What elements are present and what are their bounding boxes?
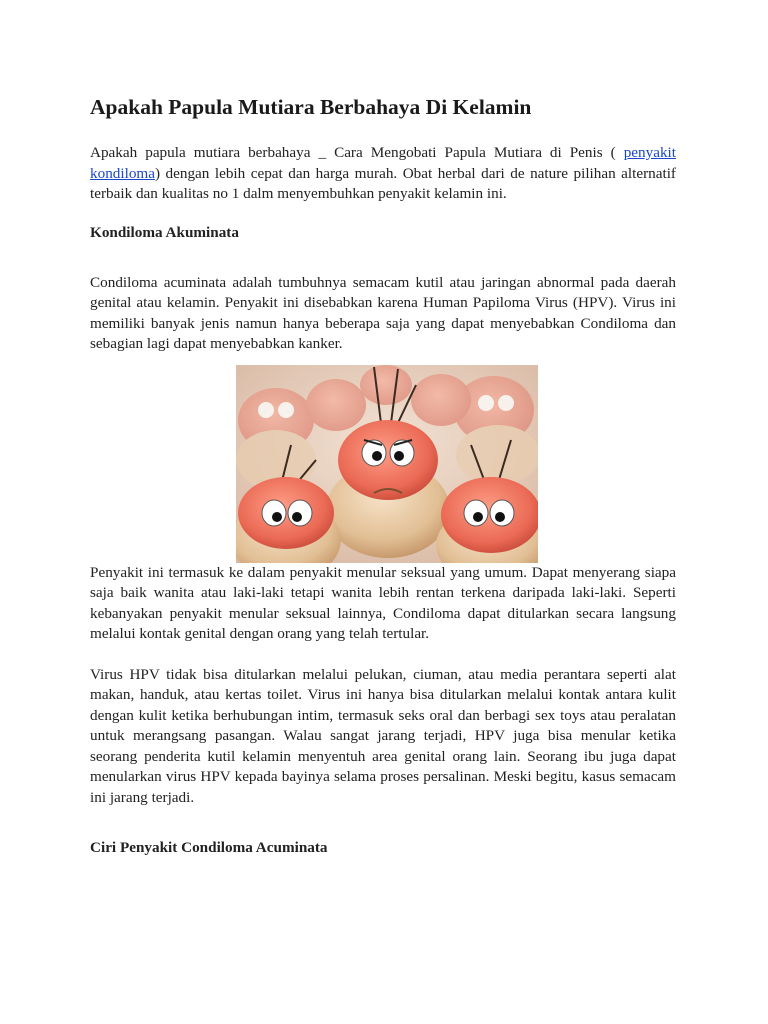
virus-cartoon-image (236, 365, 538, 563)
article-title: Apakah Papula Mutiara Berbahaya Di Kelamin (90, 95, 532, 119)
menular-paragraph: Penyakit ini termasuk ke dalam penyakit menular seksual yang umum. Dapat menyerang siapa saja baik wanita atau laki-laki tetapi wanita lebih rentan terkena daripada laki-laki. Seperti kebanyakan penyakit menular seksual lainnya, Condiloma dapat ditularkan secara langsung melalui kontak genital dengan orang yang telah tertular. (90, 563, 676, 642)
heading-ciri: Ciri Penyakit Condiloma Acuminata (90, 839, 328, 856)
intro-paragraph (90, 143, 676, 205)
article-body (90, 93, 676, 858)
hpv-paragraph: Virus HPV tidak bisa ditularkan melalui pelukan, ciuman, atau media perantara seperti alat makan, handuk, atau kertas toilet. Virus ini hanya bisa ditularkan melalui kontak antara kulit dengan kulit ketika berhubungan intim, termasuk seks oral dan berbagi sex toys atau peralatan untuk merangsang pasangan. Walau sangat jarang terjadi, HPV juga bisa menular ketika seorang penderita kutil kelamin menyentuh area genital orang lain. Seorang ibu juga dapat menularkan virus HPV kepada bayinya selama proses persalinan. Meski begitu, kasus semacam ini jarang terjadi. (90, 665, 676, 806)
kondiloma-link[interactable]: penyakit kondiloma (90, 144, 676, 182)
intro-text-end: ) dengan lebih cepat dan harga murah. Obat herbal dari de nature pilihan alternatif terbaik dan kualitas no 1 dalm menyembuhkan penyakit kelamin ini. (90, 164, 676, 202)
heading-kondiloma: Kondiloma Akuminata (90, 223, 239, 241)
condiloma-paragraph: Condiloma acuminata adalah tumbuhnya semacam kutil atau jaringan abnormal pada daerah genital atau kelamin. Penyakit ini disebabkan karena Human Papiloma Virus (HPV). Virus ini memiliki banyak jenis namun hanya beberapa saja yang dapat menyebabkan Condiloma dan sebagian lagi dapat menyebabkan kanker. (90, 273, 676, 352)
intro-text-start: Apakah papula mutiara berbahaya _ Cara Mengobati Papula Mutiara di Penis ( (90, 144, 624, 161)
